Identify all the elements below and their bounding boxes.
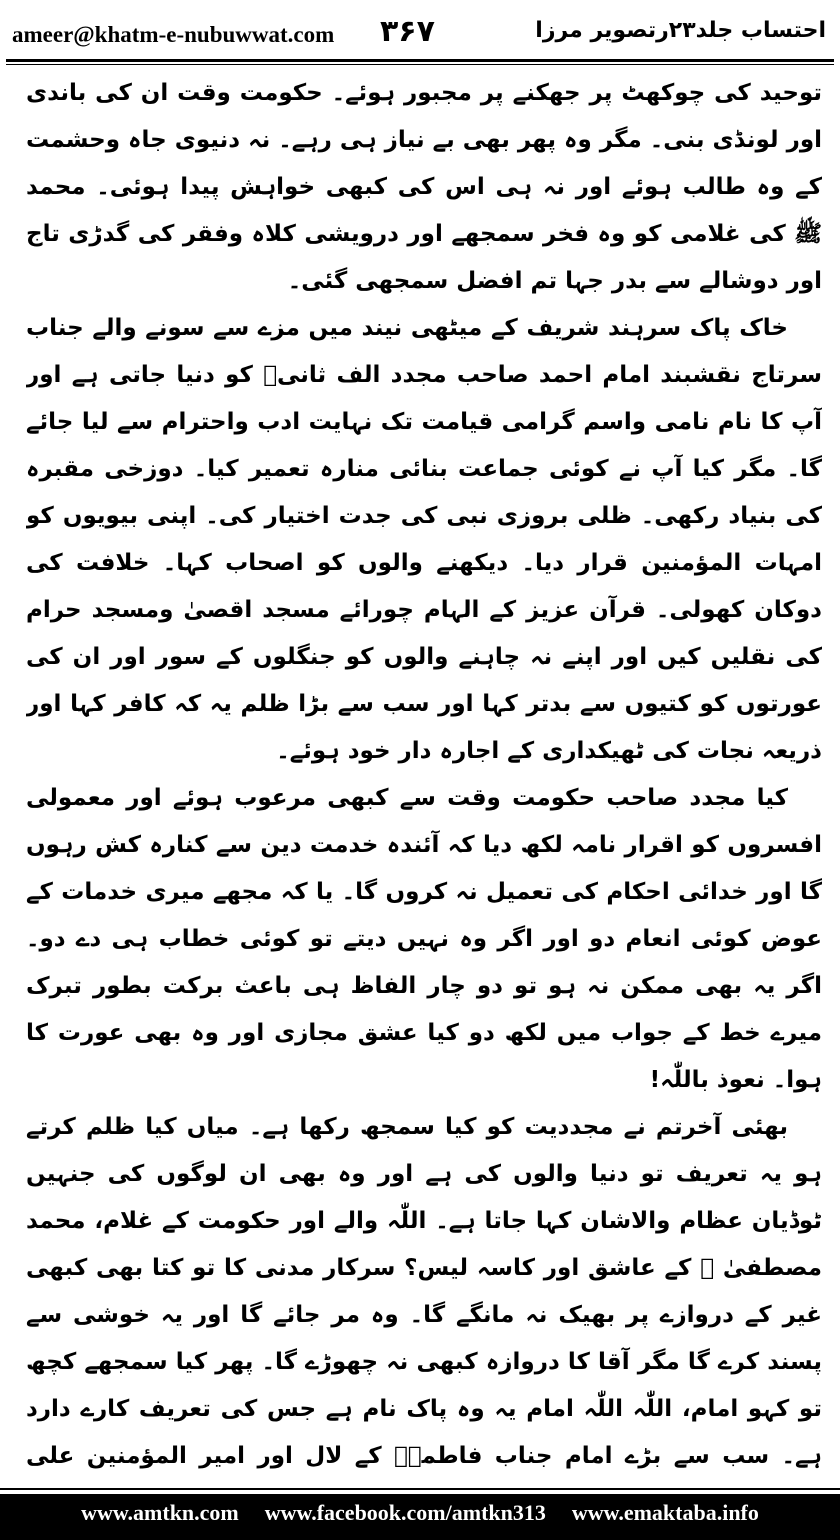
footer-link-facebook[interactable]: www.facebook.com/amtkn313 <box>264 1500 546 1525</box>
footer-link-website[interactable]: www.amtkn.com <box>81 1500 239 1525</box>
header-rule-thick <box>6 59 834 62</box>
paragraph: کیا مجدد صاحب حکومت وقت سے کبھی مرعوب ہوئے اور معمولی افسروں کو اقرار نامہ لکھ دیا کہ آئندہ خدمت دین سے کنارہ کش رہوں گا اور خدائی احکام کی تعمیل نہ کروں گا۔ یا کہ مجھے میری خدمات کے عوض کوئی انعام دو اور اگر وہ نہیں دیتے تو کوئی خطاب ہی دے دو۔ اگر یہ بھی ممکن نہ ہو تو دو چار الفاظ ہی باعث برکت بطور تبرک میرے خط کے جواب میں لکھ دو کیا عشق مجازی اور وہ بھی عورت کا ہوا۔ نعوذ باللّٰہ! <box>26 785 822 1093</box>
footer-links <box>0 1500 840 1526</box>
running-title: احتساب جلد۲۳رتصویر مرزا <box>535 18 826 43</box>
paragraph: توحید کی چوکھٹ پر جھکنے پر مجبور ہوئے۔ حکومت وقت ان کی باندی اور لونڈی بنی۔ مگر وہ پھر بھی بے نیاز ہی رہے۔ نہ دنیوی جاہ وحشمت کے وہ طالب ہوئے اور نہ ہی اس کی کبھی خواہش پیدا ہوئی۔ محمد ﷺ کی غلامی کو وہ فخر سمجھے اور درویشی کلاہ وفقر کی گدڑی تاج اور دوشالے سے بدر جہا تم افضل سمجھی گئی۔ <box>26 80 822 294</box>
page-header <box>0 0 840 64</box>
paragraph: بھئی آخرتم نے مجددیت کو کیا سمجھ رکھا ہے۔ میاں کیا ظلم کرتے ہو یہ تعریف تو دنیا والوں کی ہے اور وہ بھی ان لوگوں کی جنہیں ٹوڈیان عظام والاشان کہا جاتا ہے۔ اللّٰہ والے اور حکومت کے غلام، محمد مصطفیٰ ﷺ کے عاشق اور کاسہ لیس؟ سرکار مدنی کا تو کتا بھی کبھی غیر کے دروازے پر بھیک نہ مانگے گا۔ وہ مر جائے گا اور یہ خوشی سے پسند کرے گا مگر آقا کا دروازہ کبھی نہ چھوڑے گا۔ پھر کیا سمجھے کچھ تو کہو امام، اللّٰہ اللّٰہ امام یہ وہ پاک نام ہے جس کی تعریف کارے دارد ہے۔ سب سے بڑے امام جناب فاطمہؓ کے لال اور امیر المؤمنین علی <box>26 1114 822 1469</box>
header-email: ameer@khatm-e-nubuwwat.com <box>12 22 335 47</box>
footer-rule <box>0 1488 840 1490</box>
page-number: ۳۶۷ <box>380 14 435 49</box>
paragraph: خاک پاک سرہند شریف کے میٹھی نیند میں مزے سے سونے والے جناب سرتاج نقشبند امام احمد صاحب مجدد الف ثانیؒ کو دنیا جاتی ہے اور آپ کا نام نامی واسم گرامی قیامت تک نہایت ادب واحترام سے لیا جائے گا۔ مگر کیا آپ نے کوئی جماعت بنائی منارہ تعمیر کیا۔ دوزخی مقبرہ کی بنیاد رکھی۔ ظلی بروزی نبی کی جدت اختیار کی۔ اپنی بیویوں کو امہات المؤمنین قرار دیا۔ دیکھنے والوں کو اصحاب کہا۔ خلافت کی دوکان کھولی۔ قرآن عزیز کے الہام چورائے مسجد اقصیٰ ومسجد حرام کی نقلیں کیں اور اپنے نہ چاہنے والوں کو جنگلوں کے سور اور ان کی عورتوں کو کتیوں سے بدتر کہا اور سب سے بڑا ظلم یہ کہ کافر کہا اور ذریعہ نجات کی ٹھیکداری کے اجارہ دار خود ہوئے۔ <box>26 315 822 764</box>
footer-link-emaktaba[interactable]: www.emaktaba.info <box>571 1500 759 1525</box>
document-body <box>26 70 822 1478</box>
header-rule-thin <box>6 64 834 65</box>
